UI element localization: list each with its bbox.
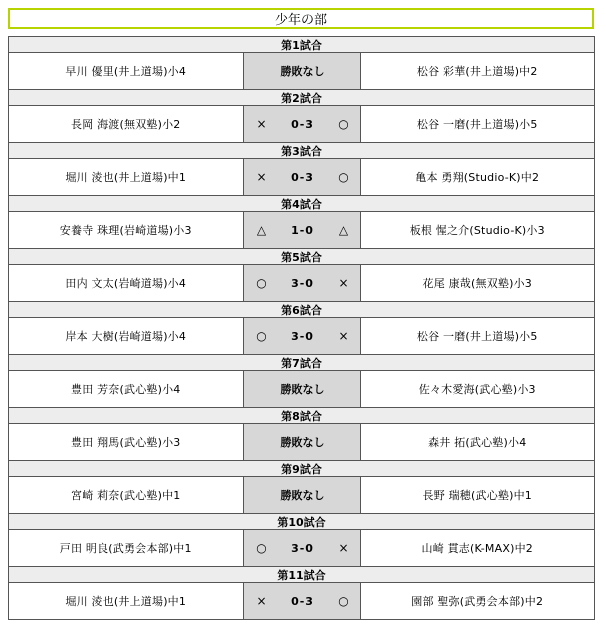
match-item: [9, 248, 594, 301]
score-text: 3-0: [291, 541, 314, 555]
match-row: [9, 583, 594, 619]
right-player: 佐々木愛海(武心塾)小3: [418, 383, 536, 396]
score-cell: [243, 318, 361, 354]
left-player: 豊田 翔馬(武心塾)小3: [71, 436, 181, 449]
right-player: 板根 惺之介(Studio-K)小3: [409, 224, 545, 237]
left-mark-icon: ×: [256, 117, 267, 131]
section-title: [8, 8, 594, 29]
score-cell: [243, 159, 361, 195]
right-mark-icon: ×: [338, 329, 349, 343]
score-text: 3-0: [291, 276, 314, 290]
right-player: 松谷 一磨(井上道場)小5: [416, 330, 538, 343]
result-text: 勝敗なし: [280, 436, 325, 449]
score-cell: [243, 583, 361, 619]
right-player: 亀本 勇翔(Studio-K)中2: [415, 171, 540, 184]
right-mark-icon: △: [338, 223, 349, 237]
right-player: 森井 拓(武心塾)小4: [428, 436, 527, 449]
match-item: [9, 407, 594, 460]
match-item: [9, 301, 594, 354]
match-item: [9, 89, 594, 142]
match-item: [9, 513, 594, 566]
result-text: 勝敗なし: [280, 383, 325, 396]
match-header: 第3試合: [9, 143, 594, 159]
left-mark-icon: △: [256, 223, 267, 237]
right-mark-icon: ○: [338, 594, 349, 608]
right-mark-icon: ×: [338, 541, 349, 555]
left-player: 堀川 淩也(井上道場)中1: [65, 171, 187, 184]
score-cell: [243, 106, 361, 142]
score-text: 0-3: [291, 170, 314, 184]
result-cell: [243, 424, 361, 460]
result-cell: [243, 53, 361, 89]
score-cell: [243, 212, 361, 248]
result-text: 勝敗なし: [280, 65, 325, 78]
score-cell: [243, 530, 361, 566]
match-row: [9, 106, 594, 142]
match-row: [9, 53, 594, 89]
match-item: [9, 142, 594, 195]
match-header: 第8試合: [9, 408, 594, 424]
result-cell: [243, 477, 361, 513]
match-header: 第6試合: [9, 302, 594, 318]
right-player: 園部 聖弥(武勇会本部)中2: [411, 595, 544, 608]
match-row: [9, 371, 594, 407]
match-row: [9, 424, 594, 460]
match-row: [9, 530, 594, 566]
right-mark-icon: ×: [338, 276, 349, 290]
right-player: 長野 瑞穂(武心塾)中1: [422, 489, 532, 502]
match-header: 第5試合: [9, 249, 594, 265]
match-header: 第9試合: [9, 461, 594, 477]
match-item: [9, 354, 594, 407]
section-title-text: 少年の部: [274, 13, 327, 28]
left-player: 岸本 大樹(岩崎道場)小4: [65, 330, 187, 343]
match-item: [9, 37, 594, 89]
left-player: 田内 文太(岩崎道場)小4: [65, 277, 187, 290]
left-player: 戸田 明良(武勇会本部)中1: [59, 542, 192, 555]
right-mark-icon: ○: [338, 117, 349, 131]
left-mark-icon: ×: [256, 170, 267, 184]
right-mark-icon: ○: [338, 170, 349, 184]
match-row: [9, 477, 594, 513]
match-item: [9, 566, 594, 619]
match-row: [9, 159, 594, 195]
left-mark-icon: ×: [256, 594, 267, 608]
left-mark-icon: ○: [256, 329, 267, 343]
right-player: 花尾 康哉(無双塾)小3: [422, 277, 532, 290]
left-player: 早川 優里(井上道場)小4: [65, 65, 187, 78]
match-item: [9, 460, 594, 513]
match-header: 第10試合: [9, 514, 594, 530]
match-row: [9, 265, 594, 301]
left-player: 堀川 淩也(井上道場)中1: [65, 595, 187, 608]
match-header: 第4試合: [9, 196, 594, 212]
match-header: 第7試合: [9, 355, 594, 371]
match-header: 第2試合: [9, 90, 594, 106]
left-mark-icon: ○: [256, 276, 267, 290]
left-player: 豊田 芳奈(武心塾)小4: [71, 383, 181, 396]
result-cell: [243, 371, 361, 407]
right-player: 山崎 貫志(K-MAX)中2: [421, 542, 533, 555]
match-row: [9, 212, 594, 248]
score-text: 0-3: [291, 594, 314, 608]
left-player: 長岡 海渡(無双塾)小2: [71, 118, 181, 131]
left-player: 宮崎 莉奈(武心塾)中1: [71, 489, 181, 502]
score-text: 0-3: [291, 117, 314, 131]
result-text: 勝敗なし: [280, 489, 325, 502]
left-player: 安養寺 珠理(岩崎道場)小3: [59, 224, 192, 237]
score-cell: [243, 265, 361, 301]
left-mark-icon: ○: [256, 541, 267, 555]
match-list: [8, 36, 595, 620]
match-header: 第1試合: [9, 37, 594, 53]
match-header: 第11試合: [9, 567, 594, 583]
score-text: 1-0: [291, 223, 314, 237]
match-row: [9, 318, 594, 354]
score-text: 3-0: [291, 329, 314, 343]
right-player: 松谷 一磨(井上道場)小5: [416, 118, 538, 131]
match-item: [9, 195, 594, 248]
right-player: 松谷 彩華(井上道場)中2: [416, 65, 538, 78]
